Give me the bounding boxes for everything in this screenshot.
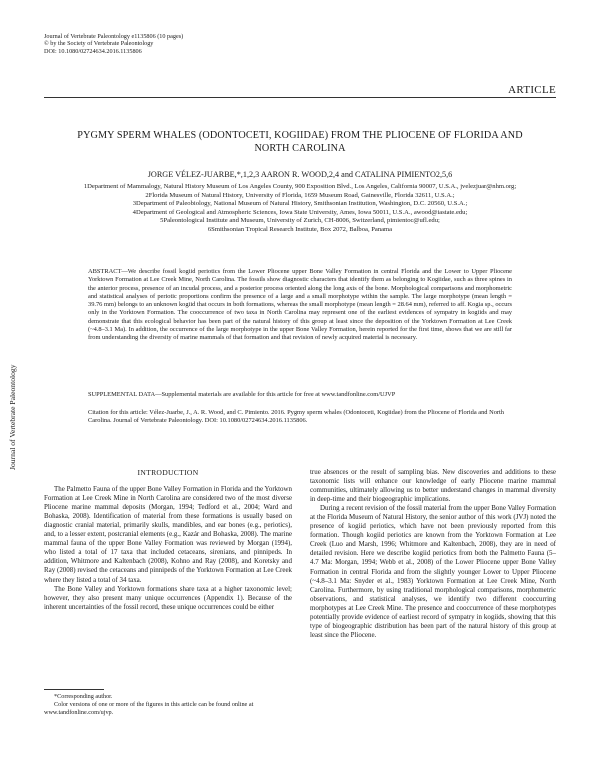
paragraph: true absences or the result of sampling bias. New discoveries and additions to these taxonomic lists will enhance our knowledge of early Pliocene marine mammal communities, ultimately allowing us to better understand changes in mammal diversity in deep-time and their biogeographic implications. xyxy=(310,468,556,504)
supplemental-data: SUPPLEMENTAL DATA—Supplemental materials are available for this article for free at www.tandfonline.com/UJVP xyxy=(88,391,396,398)
journal-line: Journal of Vertebrate Paleontology e1135806 (10 pages) xyxy=(44,33,184,40)
citation: Citation for this article: Vélez-Juarbe, J., A. R. Wood, and C. Pimiento. 2016. Pygmy sperm whales (Odontoceti, Kogiidae) from the Pliocene of Florida and North Carolina. Journal of Vertebrate Paleontology. DOI: 10.1080/02724634.2016.1135806. xyxy=(88,409,504,425)
affiliation: 1Department of Mammalogy, Natural History Museum of Los Angeles County, 900 Exposition Blvd., Los Angeles, California 90007, U.S.A., jvelezjuar@nhm.org; xyxy=(83,183,517,190)
copyright-line: © by the Society of Vertebrate Paleontology xyxy=(44,40,154,48)
section-heading: INTRODUCTION xyxy=(137,468,199,477)
right-column xyxy=(310,468,556,640)
affiliation: 2Florida Museum of Natural History, University of Florida, 1659 Museum Road, Gainesville, Florida 32611, U.S.A.; xyxy=(145,191,455,199)
footnote: *Corresponding author. xyxy=(54,693,113,700)
sidebar-journal-name: Journal of Vertebrate Paleontology xyxy=(8,364,17,470)
header-meta xyxy=(44,33,183,55)
paragraph: During a recent revision of the fossil material from the upper Bone Valley Formation at the Florida Museum of Natural History, the senior author of this work (JVJ) noted the presence of kogiid periotics, which have not been previously reported from this formation. Though kogiid periotics are known from the Yorktown Formation at Lee Creek (Luo and Marsh, 1996; Whitmore and Kaltenbach, 2008), they are in need of detailed revision. Here we describe kogiid periotics from both the Palmetto Fauna (5–4.7 Ma: Morgan, 1994; Webb et al., 2008) of the Lower Pliocene upper Bone Valley Formation in central Florida and from the slightly younger Lower to Upper Pliocene (~4.8–3.1 Ma: Snyder et al., 1983) Yorktown Formation at Lee Creek Mine, North Carolina. Furthermore, by using traditional morphological comparisons, morphometric observations, and statistical analyses, we identify two different cooccurring morphotypes at Lee Creek Mine. The presence and cooccurrence of these morphotypes potentially provide evidence of earliest record of sympatry in kogiids, showing that this type of biogeographic distribution has been part of the natural history of this group at least since the Pliocene. xyxy=(310,504,556,639)
affiliation: 5Paleontological Institute and Museum, University of Zurich, CH-8006, Switzerland, pimientoc@ufl.edu; xyxy=(160,217,440,225)
paragraph: The Bone Valley and Yorktown formations share taxa at a higher taxonomic level; however, they also present many unique occurrences (Appendix 1). Because of the inherent uncertainties of the fossil record, these unique occurrences could be either xyxy=(44,584,292,611)
paper-title: PYGMY SPERM WHALES (ODONTOCETI, KOGIIDAE) FROM THE PLIOCENE OF FLORIDA AND NORTH CAROLINA xyxy=(77,130,523,154)
footnote: Color versions of one or more of the figures in this article can be found online at www.tandfonline.com/ujvp. xyxy=(44,701,254,717)
doi-line: DOI: 10.1080/02724634.2016.1135806 xyxy=(44,47,142,55)
paragraph: The Palmetto Fauna of the upper Bone Valley Formation in Florida and the Yorktown Formation at Lee Creek Mine in North Carolina are considered two of the most diverse Pliocene marine mammal deposits (Morgan, 1994; Tedford et al., 2004; Ward and Bohaska, 2008). Identification of material from these formations is usually based on diagnostic cranial material, primarily skulls, mandibles, and ear bones (e.g., periotics), and, to a lesser extent, postcranial elements (e.g., Kazár and Bohaska, 2008). The marine mammal fauna of the upper Bone Valley Formation was reviewed by Morgan (1994), who listed a total of 17 taxa that included cetaceans, sirenians, and pinnipeds. In addition, Whitmore and Kaltenbach (2008), Kohno and Ray (2008), and Koretsky and Ray (2008) revised the cetaceans and pinnipeds of the Yorktown Formation at Lee Creek where they listed a total of 34 taxa. xyxy=(44,485,292,584)
article-label: ARTICLE xyxy=(508,84,556,96)
author-list: JORGE VÉLEZ-JUARBE,*,1,2,3 AARON R. WOOD,2,4 and CATALINA PIMIENTO2,5,6 xyxy=(147,170,453,179)
affiliation: 6Smithsonian Tropical Research Institute, Box 2072, Balboa, Panama xyxy=(207,225,393,233)
footnote-rule xyxy=(44,689,104,690)
footnotes xyxy=(44,693,292,718)
left-column xyxy=(44,468,292,612)
affiliations xyxy=(52,183,548,235)
affiliation: 3Department of Paleobiology, National Museum of Natural History, Smithsonian Institution, Washington, D.C. 20560, U.S.A.; xyxy=(132,200,468,208)
abstract: ABSTRACT—We describe fossil kogiid periotics from the Lower Pliocene upper Bone Valley Formation in central Florida and the Lower to Upper Pliocene Yorktown Formation at Lee Creek Mine, North Carolina. The fossils show diagnostic characters that identify them as belonging to Kogiidae, such as three spines in the anterior process, presence of an incudal process, and a posterior process oriented along the long axis of the bone. Morphological comparisons and morphometric and statistical analyses of periotic proportions confirm the presence of a large and a small morphotype within the sample. The large morphotype (mean length = 39.76 mm) belongs to an unknown kogiid that occurs in both formations, whereas the small morphotype (mean length = 28.64 mm), referred to aff. Kogia sp., occurs only in the Yorktown Formation. The cooccurrence of two taxa in North Carolina may represent one of the earliest evidences of sympatry in kogiids and may demonstrate that this ecological behavior has been part of the natural history of this group at least since the deposition of the Yorktown Formation at Lee Creek (~4.8–3.1 Ma). In addition, the occurrence of the large morphotype in the upper Bone Valley Formation, herein reported for the first time, shows that we are still far from understanding the diversity of marine mammals of that formation and that revision of newly acquired material is necessary. xyxy=(88,268,512,341)
header-rule xyxy=(44,97,556,98)
affiliation: 4Department of Geological and Atmospheric Sciences, Iowa State University, Ames, Iowa 50011, U.S.A., awood@iastate.edu; xyxy=(132,208,468,216)
